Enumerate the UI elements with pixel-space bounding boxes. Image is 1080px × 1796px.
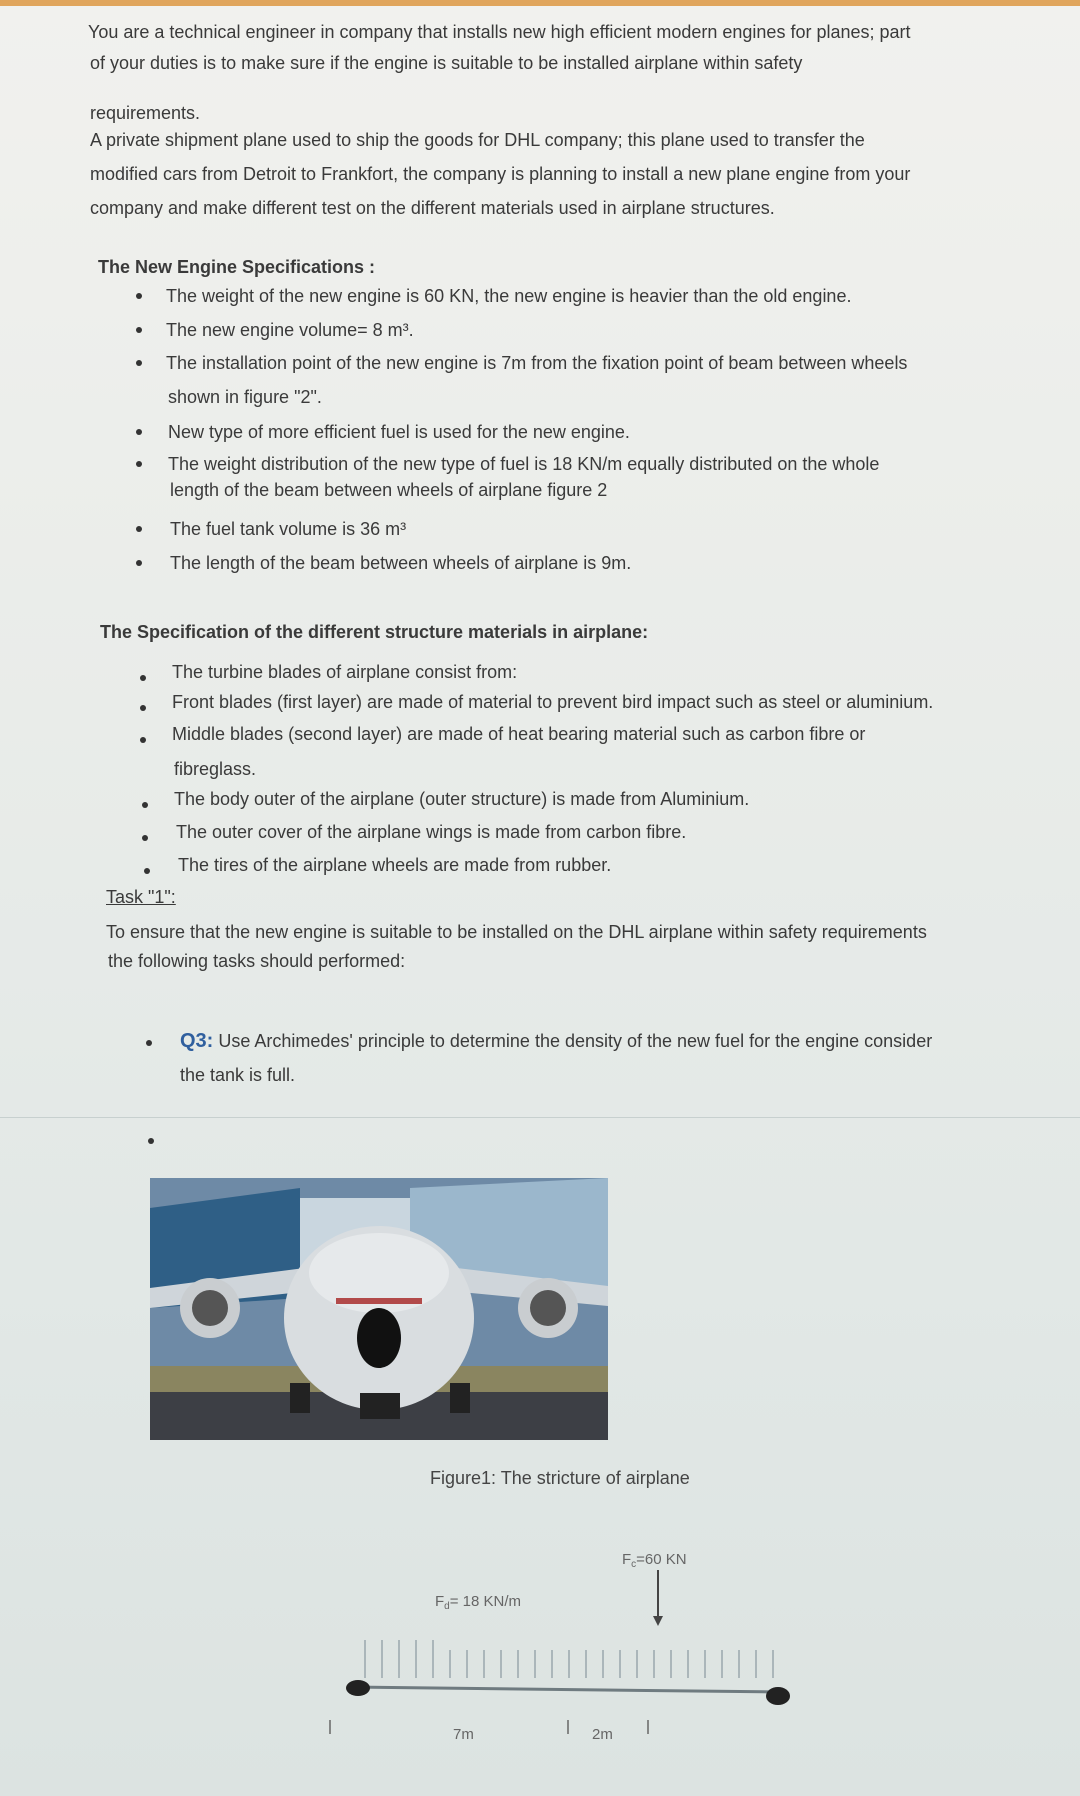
distributed-load-arrows (365, 1640, 773, 1678)
distributed-load-label: $F_d= 18$ KN/m (435, 1593, 522, 1612)
bullet (148, 1138, 154, 1144)
left-support (346, 1680, 370, 1696)
right-support (766, 1687, 790, 1705)
materials-spec-item: The outer cover of the airplane wings is made from carbon fibre. (176, 822, 687, 842)
bullet (144, 868, 150, 874)
dim-right-label: 2m (592, 1726, 613, 1743)
bullet (146, 1040, 152, 1046)
section-divider (0, 1117, 1080, 1118)
materials-spec-item: Middle blades (second layer) are made of heat bearing material such as carbon fibre or (172, 724, 866, 744)
question-line-1 (180, 1029, 932, 1053)
top-accent-strip (0, 0, 1080, 6)
bullet (142, 802, 148, 808)
engine-spec-item: The installation point of the new engine is 7m from the fixation point of beam between wheels (166, 353, 908, 373)
intro-line-1: You are a technical engineer in company that installs new high efficient modern engines for planes; part (88, 22, 911, 42)
bullet (140, 737, 146, 743)
task-line-2: the following tasks should performed: (108, 951, 406, 971)
bullet (136, 461, 142, 467)
bullet (140, 705, 146, 711)
figure1-caption: Figure1: The stricture of airplane (430, 1468, 690, 1488)
point-load-arrowhead (653, 1616, 663, 1626)
engine-spec-item-cont: shown in figure "2". (168, 387, 322, 407)
materials-spec-item: The turbine blades of airplane consist from: (172, 662, 518, 682)
task-heading: Task "1": (106, 887, 176, 907)
task-line-1: To ensure that the new engine is suitable to be installed on the DHL airplane within safety requirements (106, 922, 927, 942)
question-text: Use Archimedes' principle to determine the density of the new fuel for the engine consider (218, 1031, 933, 1051)
airplane-illustration (150, 1178, 608, 1440)
materials-spec-item: The body outer of the airplane (outer structure) is made from Aluminium. (174, 789, 750, 809)
airplane-photo (150, 1178, 608, 1440)
engine-spec-item: The weight distribution of the new type of fuel is 18 KN/m equally distributed on the whole (168, 454, 880, 474)
question-label: Q3: (180, 1030, 214, 1052)
question-line-2: the tank is full. (180, 1065, 296, 1085)
beam-diagram (320, 1530, 820, 1770)
beam (350, 1687, 780, 1692)
engine-spec-item: New type of more efficient fuel is used for the new engine. (168, 422, 630, 442)
engine-spec-heading: The New Engine Specifications : (98, 257, 376, 277)
engine-spec-item-cont: length of the beam between wheels of airplane figure 2 (170, 480, 608, 500)
engine-spec-item: The weight of the new engine is 60 KN, the new engine is heavier than the old engine. (166, 286, 852, 306)
bullet (140, 675, 146, 681)
materials-spec-item-cont: fibreglass. (174, 759, 257, 779)
engine-spec-item: The length of the beam between wheels of airplane is 9m. (170, 553, 632, 573)
bullet (136, 360, 142, 366)
materials-spec-item: Front blades (first layer) are made of material to prevent bird impact such as steel or aluminium. (172, 692, 934, 712)
context-line-1: A private shipment plane used to ship the goods for DHL company; this plane used to transfer the (90, 130, 865, 150)
intro-line-2: of your duties is to make sure if the engine is suitable to be installed airplane within safety (90, 53, 803, 73)
engine-spec-item: The fuel tank volume is 36 m³ (170, 519, 407, 539)
point-load-label: $F_c=60$ KN (622, 1551, 687, 1570)
dim-left-label: 7m (453, 1726, 474, 1743)
bullet (136, 526, 142, 532)
bullet (136, 293, 142, 299)
bullet (136, 560, 142, 566)
bullet (136, 327, 142, 333)
context-line-3: company and make different test on the different materials used in airplane structures. (90, 198, 775, 218)
bullet (142, 835, 148, 841)
materials-spec-item: The tires of the airplane wheels are made from rubber. (178, 855, 612, 875)
context-line-2: modified cars from Detroit to Frankfort, the company is planning to install a new plane engine from your (90, 164, 911, 184)
intro-line-3: requirements. (90, 103, 201, 123)
engine-spec-item: The new engine volume= 8 m³. (166, 320, 414, 340)
bullet (136, 429, 142, 435)
materials-spec-heading: The Specification of the different structure materials in airplane: (100, 622, 649, 642)
